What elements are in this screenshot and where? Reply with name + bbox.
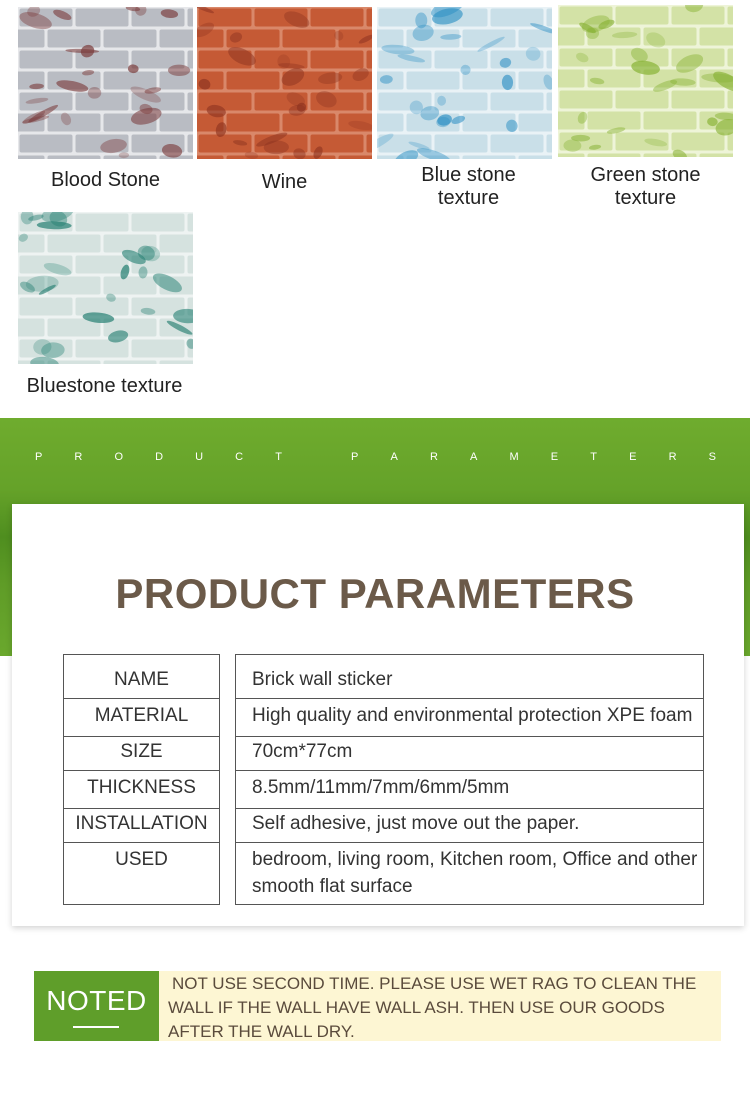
banner-parameters-letter: S: [708, 451, 716, 463]
params-key-column: [63, 654, 220, 905]
banner-parameters-letter: E: [550, 451, 559, 463]
parameters-title: PRODUCT PARAMETERS: [115, 570, 635, 617]
param-key-name: NAME: [114, 669, 169, 690]
param-value-name: Brick wall sticker: [252, 669, 393, 690]
params-value-column: [235, 654, 704, 905]
swatch-bluestone: [18, 212, 193, 364]
note-tag-label: NOTED: [46, 985, 147, 1016]
banner-product-letter: O: [114, 451, 124, 463]
banner-parameters-letter: M: [509, 451, 519, 463]
swatch-wine: [197, 7, 372, 159]
banner-parameters-letter: A: [470, 451, 478, 463]
banner-parameters-letter: R: [429, 451, 438, 463]
note-underline: [73, 1026, 119, 1028]
note-text: NOT USE SECOND TIME. PLEASE USE WET RAG TO CLEAN THE WALL IF THE WALL HAVE WALL ASH. THEN USE OUR GOODS AFTER THE WALL DRY.: [168, 974, 697, 1041]
swatch-label-blue-stone: Blue stone texture: [421, 164, 516, 209]
param-value-installation: Self adhesive, just move out the paper.: [252, 813, 580, 834]
param-value-used: bedroom, living room, Kitchen room, Office and other smooth flat surface: [252, 849, 698, 897]
banner-product-letter: D: [155, 451, 164, 463]
swatch-label-green-stone: Green stone texture: [590, 164, 701, 209]
param-key-used: USED: [115, 849, 168, 870]
banner-word-parameters: [351, 451, 716, 465]
swatch-label-bluestone: Bluestone texture: [26, 375, 183, 397]
note-tag: [34, 971, 159, 1041]
banner-parameters-letter: E: [629, 451, 637, 463]
banner-parameters-letter: P: [351, 451, 359, 463]
banner-product-letter: R: [74, 451, 83, 463]
param-key-installation: INSTALLATION: [75, 813, 208, 834]
param-key-material: MATERIAL: [94, 705, 189, 726]
banner-word-product: [35, 451, 282, 465]
param-key-size: SIZE: [120, 741, 163, 762]
param-value-size: 70cm*77cm: [252, 741, 353, 762]
banner-parameters-letter: T: [590, 451, 597, 463]
banner-parameters-letter: R: [668, 451, 677, 463]
swatch-label-wine: Wine: [261, 171, 308, 193]
param-value-thickness: 8.5mm/11mm/7mm/6mm/5mm: [252, 777, 510, 798]
banner-product-letter: C: [235, 451, 244, 463]
swatch-blue-stone: [377, 7, 552, 159]
banner-product-letter: T: [275, 451, 282, 463]
param-key-thickness: THICKNESS: [87, 777, 196, 798]
swatch-green-stone: [558, 5, 733, 157]
swatch-label-blood-stone: Blood Stone: [51, 169, 160, 191]
banner-parameters-letter: A: [390, 451, 398, 463]
param-value-material: High quality and environmental protection XPE foam: [252, 705, 693, 726]
swatch-blood-stone: [18, 7, 193, 159]
banner-product-letter: P: [35, 451, 43, 463]
banner-product-letter: U: [195, 451, 204, 463]
